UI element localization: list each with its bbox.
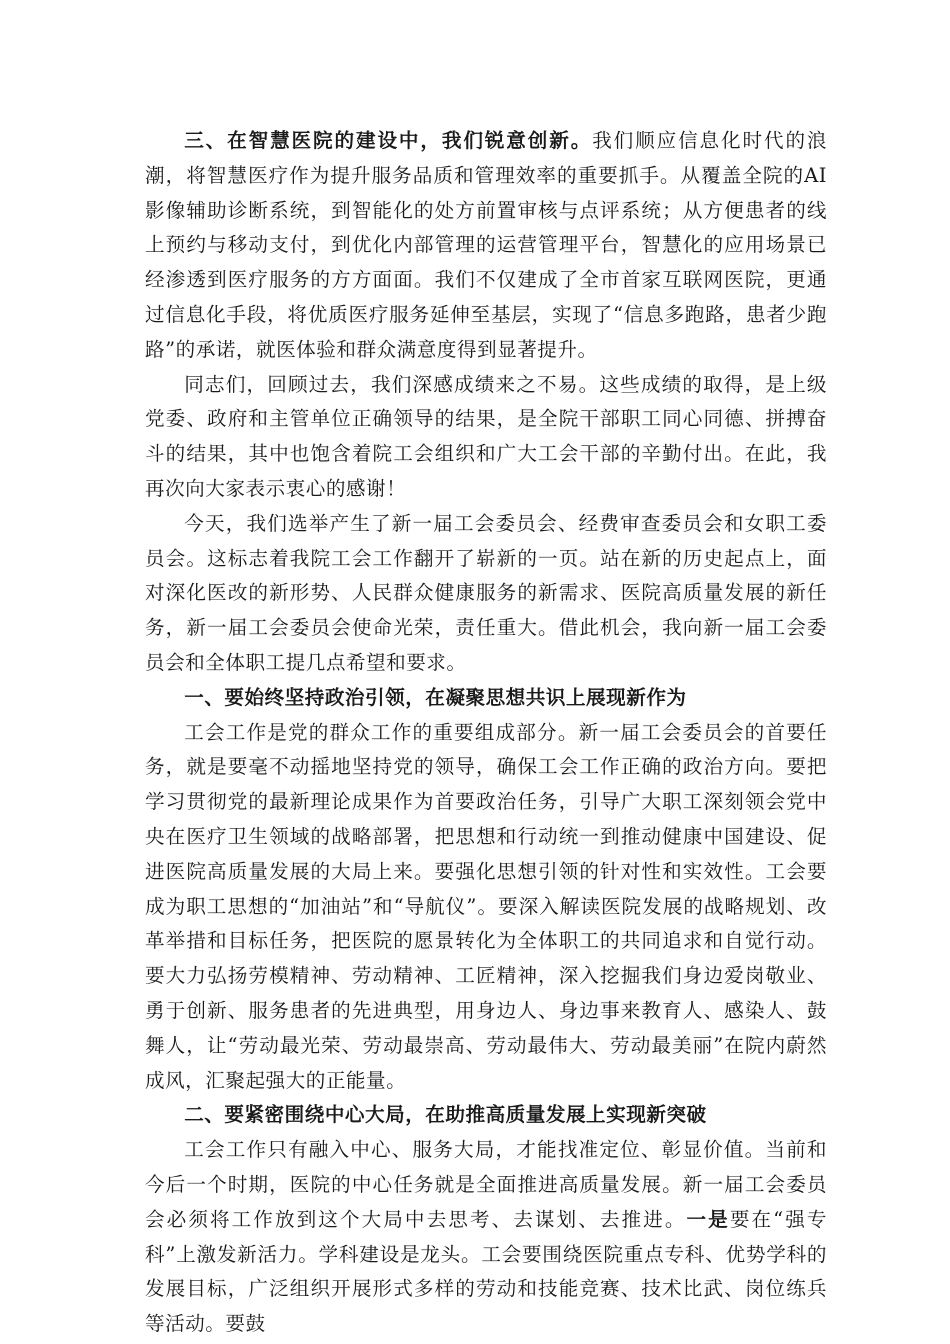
paragraph-text: 工会工作只有融入中心、服务大局，才能找准定位、彰显价值。当前和今后一个时期，医院的中心任务就是全面推进高质量发展。新一届工会委员会必须将工作放到这个大局中去思考、去谋划、去推进。 [145,1138,827,1231]
paragraph-election [145,507,827,681]
document-page [145,124,827,1342]
paragraph-central-tasks [145,1133,827,1342]
paragraph-text: 我们顺应信息化时代的浪潮，将智慧医疗作为提升服务品质和管理效率的重要抓手。从覆盖全院的AI影像辅助诊断系统，到智能化的处方前置审核与点评系统；从方便患者的线上预约与移动支付，到优化内部管理的运营管理平台，智慧化的应用场景已经渗透到医疗服务的方方面面。我们不仅建成了全市首家互联网医院，更通过信息化手段，将优质医疗服务延伸至基层，实现了“信息多跑路，患者少跑路”的承诺，就医体验和群众满意度得到显著提升。 [145,129,828,361]
paragraph-lead: 一是 [686,1207,730,1231]
section-heading-1: 一、要始终坚持政治引领，在凝聚思想共识上展现新作为 [184,685,687,709]
paragraph-lead: 三、在智慧医院的建设中，我们锐意创新。 [184,129,593,152]
paragraph-political-leadership [145,716,827,1099]
paragraph-smart-hospital [145,124,827,368]
paragraph-text: 工会工作是党的群众工作的重要组成部分。新一届工会委员会的首要任务，就是要毫不动摇地坚持党的领导，确保工会工作正确的政治方向。要把学习贯彻党的最新理论成果作为首要政治任务，引导广大职工深刻领会党中央在医疗卫生领域的战略部署，把思想和行动统一到推动健康中国建设、促进医院高质量发展的大局上来。要强化思想引领的针对性和实效性。工会要成为职工思想的“加油站”和“导航仪”。要深入解读医院发展的战略规划、改革举措和目标任务，把医院的愿景转化为全体职工的共同追求和自觉行动。要大力弘扬劳模精神、劳动精神、工匠精神，深入挖掘我们身边爱岗敬业、勇于创新、服务患者的先进典型，用身边人、身边事来教育人、感染人、鼓舞人，让“劳动最光荣、劳动最崇高、劳动最伟大、劳动最美丽”在院内蔚然成风，汇聚起强大的正能量。 [145,720,827,1092]
paragraph-text: 今天，我们选举产生了新一届工会委员会、经费审查委员会和女职工委员会。这标志着我院工会工作翻开了崭新的一页。站在新的历史起点上，面对深化医改的新形势、人民群众健康服务的新需求、医院高质量发展的新任务，新一届工会委员会使命光荣，责任重大。借此机会，我向新一届工会委员会和全体职工提几点希望和要求。 [145,511,827,674]
paragraph-text: 要在“强专科”上激发新活力。学科建设是龙头。工会要围绕医院重点专科、优势学科的发展目标，广泛组织开展形式多样的劳动和技能竞赛、技术比武、岗位练兵等活动。要鼓 [145,1207,828,1336]
section-heading-2: 二、要紧密围绕中心大局，在助推高质量发展上实现新突破 [184,1103,707,1127]
paragraph-text: 同志们，回顾过去，我们深感成绩来之不易。这些成绩的取得，是上级党委、政府和主管单位正确领导的结果，是全院干部职工同心同德、拼搏奋斗的结果，其中也饱含着院工会组织和广大工会干部的辛勤付出。在此，我再次向大家表示衷心的感谢！ [145,372,827,500]
paragraph-review [145,368,827,507]
